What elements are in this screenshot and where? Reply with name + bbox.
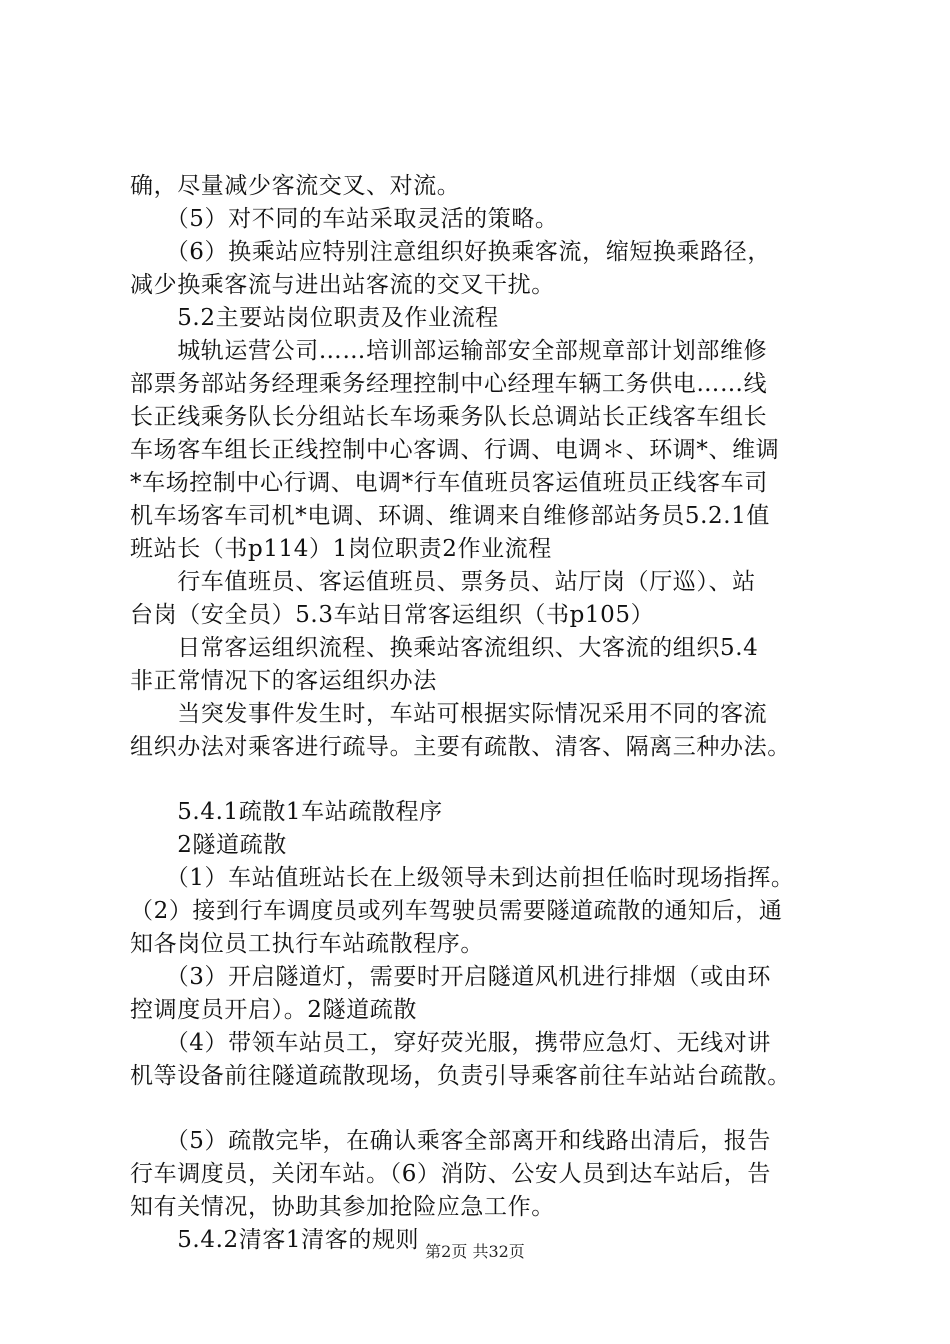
text-line: 机等设备前往隧道疏散现场，负责引导乘客前往车站站台疏散。	[130, 1063, 791, 1089]
text-line: （2）接到行车调度员或列车驾驶员需要隧道疏散的通知后，通	[130, 898, 783, 924]
text-line: （6）换乘站应特别注意组织好换乘客流，缩短换乘路径，	[130, 239, 771, 265]
text-line: *车场控制中心行调、电调*行车值班员客运值班员正线客车司	[130, 470, 768, 496]
text-line: （3）开启隧道灯，需要时开启隧道风机进行排烟（或由环	[130, 964, 771, 990]
text-line: （1）车站值班站长在上级领导未到达前担任临时现场指挥。	[130, 865, 795, 891]
body-text	[130, 170, 835, 1257]
text-line: 控调度员开启）。2隧道疏散	[130, 997, 417, 1023]
text-line: 班站长（书p114）1岗位职责2作业流程	[130, 536, 552, 562]
text-line: 当突发事件发生时，车站可根据实际情况采用不同的客流	[130, 701, 768, 727]
text-line: （4）带领车站员工，穿好荧光服，携带应急灯、无线对讲	[130, 1030, 771, 1056]
text-line: 城轨运营公司……培训部运输部安全部规章部计划部维修	[130, 338, 768, 364]
text-line: 2隧道疏散	[130, 832, 287, 858]
section-heading: 5.2主要站岗位职责及作业流程	[130, 305, 499, 331]
text-line: 确，尽量减少客流交叉、对流。	[130, 173, 461, 199]
text-line: 组织办法对乘客进行疏导。主要有疏散、清客、隔离三种办法。	[130, 734, 791, 760]
page-footer: 第2页 共32页	[425, 1242, 525, 1261]
text-line: 车场客车组长正线控制中心客调、行调、电调＊、环调*、维调	[130, 437, 780, 463]
text-line: 部票务部站务经理乘务经理控制中心经理车辆工务供电……线	[130, 371, 768, 397]
text-line: 知各岗位员工执行车站疏散程序。	[130, 931, 484, 957]
text-line: 行车调度员，关闭车站。（6）消防、公安人员到达车站后，告	[130, 1161, 771, 1187]
text-line: 日常客运组织流程、换乘站客流组织、大客流的组织5.4	[130, 635, 759, 661]
text-line: （5）疏散完毕，在确认乘客全部离开和线路出清后，报告	[130, 1128, 771, 1154]
text-line: 知有关情况，协助其参加抢险应急工作。	[130, 1194, 555, 1220]
text-line: 行车值班员、客运值班员、票务员、站厅岗（厅巡）、站	[130, 569, 756, 595]
section-heading: 5.4.1疏散1车站疏散程序	[130, 799, 443, 825]
text-line: 机车场客车司机*电调、环调、维调来自维修部站务员5.2.1值	[130, 503, 771, 529]
section-heading: 5.4.2清客1清客的规则	[130, 1227, 420, 1253]
paragraph-gap	[130, 1093, 835, 1125]
text-line: 台岗（安全员）5.3车站日常客运组织（书p105）	[130, 602, 655, 628]
text-line: 非正常情况下的客运组织办法	[130, 668, 437, 694]
paragraph-gap	[130, 764, 835, 796]
text-line: 减少换乘客流与进出站客流的交叉干扰。	[130, 272, 555, 298]
text-line: （5）对不同的车站采取灵活的策略。	[130, 206, 559, 232]
text-line: 长正线乘务队长分组站长车场乘务队长总调站长正线客车组长	[130, 404, 768, 430]
